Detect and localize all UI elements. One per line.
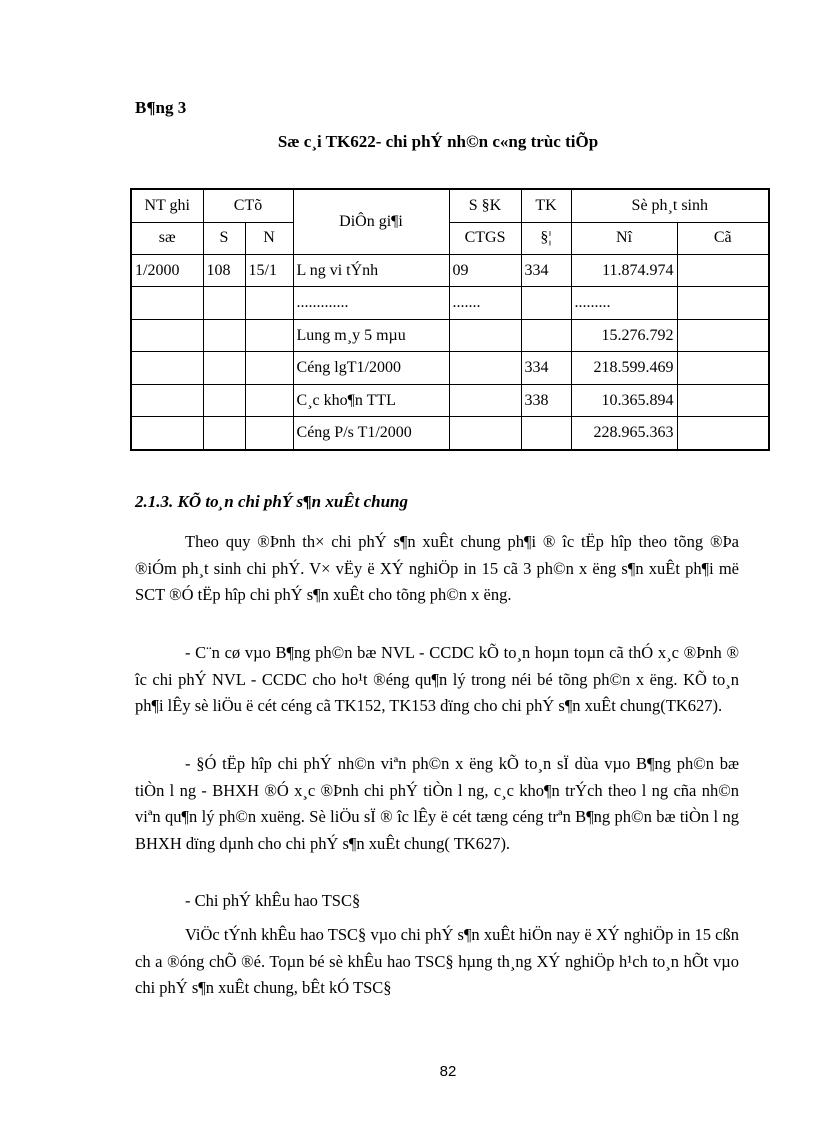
cell-ctgs xyxy=(449,352,521,384)
cell-dien-giai: Céng P/s T1/2000 xyxy=(293,417,449,450)
cell-co xyxy=(677,254,769,286)
cell-ngay xyxy=(245,287,293,319)
cell-ctgs: ....... xyxy=(449,287,521,319)
cell-so xyxy=(203,352,245,384)
cell-no: ......... xyxy=(571,287,677,319)
cell-co xyxy=(677,319,769,351)
paragraph: - C¨n cø vµo B¶ng ph©n bæ NVL - CCDC kÕ to¸n hoµn toµn cã thÓ x¸c ®Þnh ® îc chi phÝ NVL - CCDC cho ho¹t ®éng qu¶n lý trong néi bé tõng ph©n x ëng. KÕ to¸n ph¶i lÊy sè liÖu ë cét céng cã TK152, TK153 dïng cho chi phÝ s¶n xuÊt chung(TK627). xyxy=(135,643,739,715)
cell-dien-giai: ............. xyxy=(293,287,449,319)
header-so-cont: sæ xyxy=(131,222,203,254)
cell-no: 15.276.792 xyxy=(571,319,677,351)
table-row xyxy=(131,417,769,450)
cell-ctgs xyxy=(449,384,521,416)
cell-so xyxy=(203,319,245,351)
table-row xyxy=(131,352,769,384)
header-ngay: N xyxy=(245,222,293,254)
cell-tk: 334 xyxy=(521,254,571,286)
table-header-row xyxy=(131,189,769,222)
cell-nt: 1/2000 xyxy=(131,254,203,286)
cell-tk: 338 xyxy=(521,384,571,416)
cell-tk: 334 xyxy=(521,352,571,384)
cell-nt xyxy=(131,384,203,416)
table-row xyxy=(131,254,769,286)
header-tk: TK xyxy=(521,189,571,222)
cell-co xyxy=(677,352,769,384)
table-label: B¶ng 3 xyxy=(135,98,187,117)
cell-tk xyxy=(521,417,571,450)
cell-no: 11.874.974 xyxy=(571,254,677,286)
cell-co xyxy=(677,417,769,450)
cell-ngay: 15/1 xyxy=(245,254,293,286)
table-row xyxy=(131,319,769,351)
header-chung-tu: CTõ xyxy=(203,189,293,222)
cell-co xyxy=(677,287,769,319)
header-so-phat-sinh: Sè ph¸t sinh xyxy=(571,189,769,222)
table-title: Sæ c¸i TK622- chi phÝ nh©n c«ng trùc tiÕp xyxy=(277,132,599,151)
header-so-dk: S §K xyxy=(449,189,521,222)
cell-ctgs xyxy=(449,417,521,450)
paragraph: - Chi phÝ khÊu hao TSC§ xyxy=(185,891,361,910)
cell-so: 108 xyxy=(203,254,245,286)
paragraph: Theo quy ®Þnh th× chi phÝ s¶n xuÊt chung ph¶i ® îc tËp hîp theo tõng ®Þa ®iÓm ph¸t sinh chi phÝ. V× vËy ë XÝ nghiÖp in 15 cã 3 ph©n x ëng s¶n xuÊt ph¶i më SCT ®Ó tËp hîp chi phÝ s¶n xuÊt cho tõng ph©n x ëng. xyxy=(135,532,739,604)
cell-no: 228.965.363 xyxy=(571,417,677,450)
cell-ngay xyxy=(245,384,293,416)
cell-dien-giai: L ng vi tÝnh xyxy=(293,254,449,286)
cell-ngay xyxy=(245,417,293,450)
cell-dien-giai: C¸c kho¶n TTL xyxy=(293,384,449,416)
header-co: Cã xyxy=(677,222,769,254)
header-dien-giai: DiÔn gi¶i xyxy=(293,189,449,254)
header-so: S xyxy=(203,222,245,254)
cell-tk xyxy=(521,319,571,351)
paragraph: ViÖc tÝnh khÊu hao TSC§ vµo chi phÝ s¶n xuÊt hiÖn nay ë XÝ nghiÖp in 15 cßn ch a ®óng chÕ ®é. Toµn bé sè khÊu hao TSC§ hµng th¸ng XÝ nghiÖp h¹ch to¸n hÕt vµo chi phÝ s¶n xuÊt chung, bÊt kÓ TSC§ xyxy=(135,925,739,997)
cell-co xyxy=(677,384,769,416)
header-no: Nî xyxy=(571,222,677,254)
table-row xyxy=(131,384,769,416)
cell-nt xyxy=(131,352,203,384)
cell-no: 10.365.894 xyxy=(571,384,677,416)
table-header-row xyxy=(131,222,769,254)
cell-dien-giai: Céng lgT1/2000 xyxy=(293,352,449,384)
cell-so xyxy=(203,287,245,319)
header-doi-ung: §¦ xyxy=(521,222,571,254)
cell-no: 218.599.469 xyxy=(571,352,677,384)
cell-ctgs: 09 xyxy=(449,254,521,286)
table-row xyxy=(131,287,769,319)
cell-ngay xyxy=(245,352,293,384)
cell-nt xyxy=(131,319,203,351)
cell-ngay xyxy=(245,319,293,351)
cell-so xyxy=(203,384,245,416)
cell-nt xyxy=(131,287,203,319)
paragraph: - §Ó tËp hîp chi phÝ nh©n viªn ph©n x ëng kÕ to¸n sÏ dùa vµo B¶ng ph©n bæ tiÒn l ng - BHXH ®Ó x¸c ®Þnh chi phÝ tiÒn l ng, c¸c kho¶n trÝch theo l ng cña nh©n viªn qu¶n lý ph©n xuëng. Sè liÖu sÏ ® îc lÊy ë cét tæng céng trªn B¶ng ph©n bæ tiÒn l ng BHXH dïng dµnh cho chi phÝ s¶n xuÊt chung( TK627). xyxy=(135,754,739,853)
cell-nt xyxy=(131,417,203,450)
header-nt-ghi-so: NT ghi xyxy=(131,189,203,222)
page-number: 82 xyxy=(439,1063,457,1080)
section-heading: 2.1.3. KÕ to¸n chi phÝ s¶n xuÊt chung xyxy=(135,492,409,511)
cell-so xyxy=(203,417,245,450)
ledger-table xyxy=(130,188,770,451)
header-ctgs: CTGS xyxy=(449,222,521,254)
cell-tk xyxy=(521,287,571,319)
cell-ctgs xyxy=(449,319,521,351)
cell-dien-giai: Lung m¸y 5 mµu xyxy=(293,319,449,351)
